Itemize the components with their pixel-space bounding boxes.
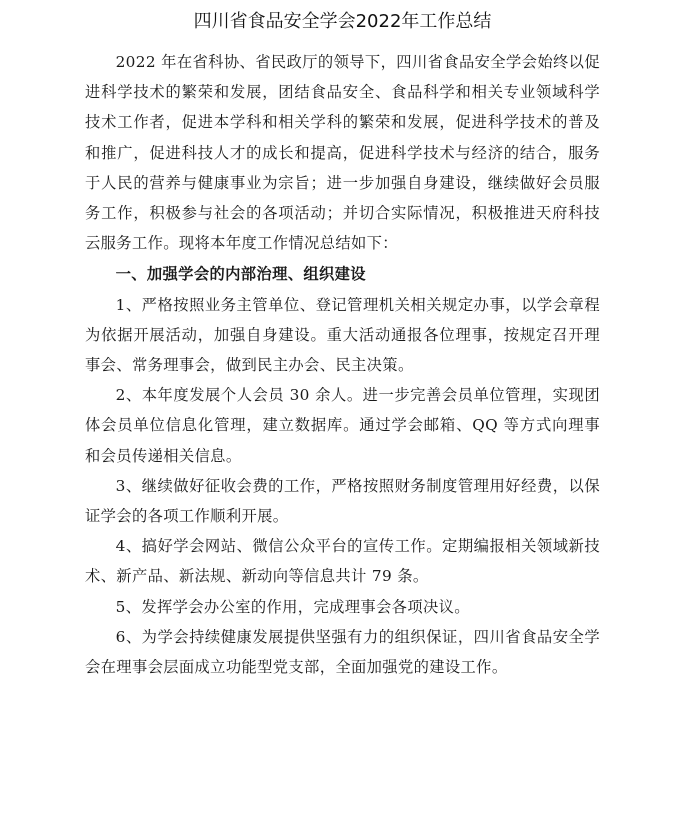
list-item-1: 1、严格按照业务主管单位、登记管理机关相关规定办事，以学会章程为依据开展活动，加强自身建设。重大活动通报各位理事，按规定召开理事会、常务理事会，做到民主办会、民主决策。	[85, 295, 600, 375]
list-item-4: 4、搞好学会网站、微信公众平台的宣传工作。定期编报相关领域新技术、新产品、新法规、新动向等信息共计 79 条。	[85, 537, 600, 586]
list-item-3: 3、继续做好征收会费的工作，严格按照财务制度管理用好经费，以保证学会的各项工作顺利开展。	[85, 476, 600, 526]
list-item-5: 5、发挥学会办公室的作用，完成理事会各项决议。	[115, 597, 470, 616]
list-item-2: 2、本年度发展个人会员 30 余人。进一步完善会员单位管理，实现团体会员单位信息化管理，建立数据库。通过学会邮箱、QQ 等方式向理事和会员传递相关信息。	[85, 386, 600, 465]
document-page	[85, 0, 600, 682]
section-heading: 一、加强学会的内部治理、组织建设	[115, 265, 366, 284]
intro-paragraph: 2022 年在省科协、省民政厅的领导下，四川省食品安全学会始终以促进科学技术的繁荣和发展，团结食品安全、食品科学和相关专业领域科学技术工作者，促进本学科和相关学科的繁荣和发展，促进科学技术的普及和推广，促进科技人才的成长和提高，促进科学技术与经济的结合，服务于人民的营养与健康事业为宗旨；进一步加强自身建设，继续做好会员服务工作，积极参与社会的各项活动；并切合实际情况，积极推进天府科技云服务工作。现将本年度工作情况总结如下：	[85, 53, 600, 253]
document-title: 四川省食品安全学会2022年工作总结	[193, 11, 492, 32]
list-item-6: 6、为学会持续健康发展提供坚强有力的组织保证，四川省食品安全学会在理事会层面成立功能型党支部，全面加强党的建设工作。	[85, 627, 600, 677]
